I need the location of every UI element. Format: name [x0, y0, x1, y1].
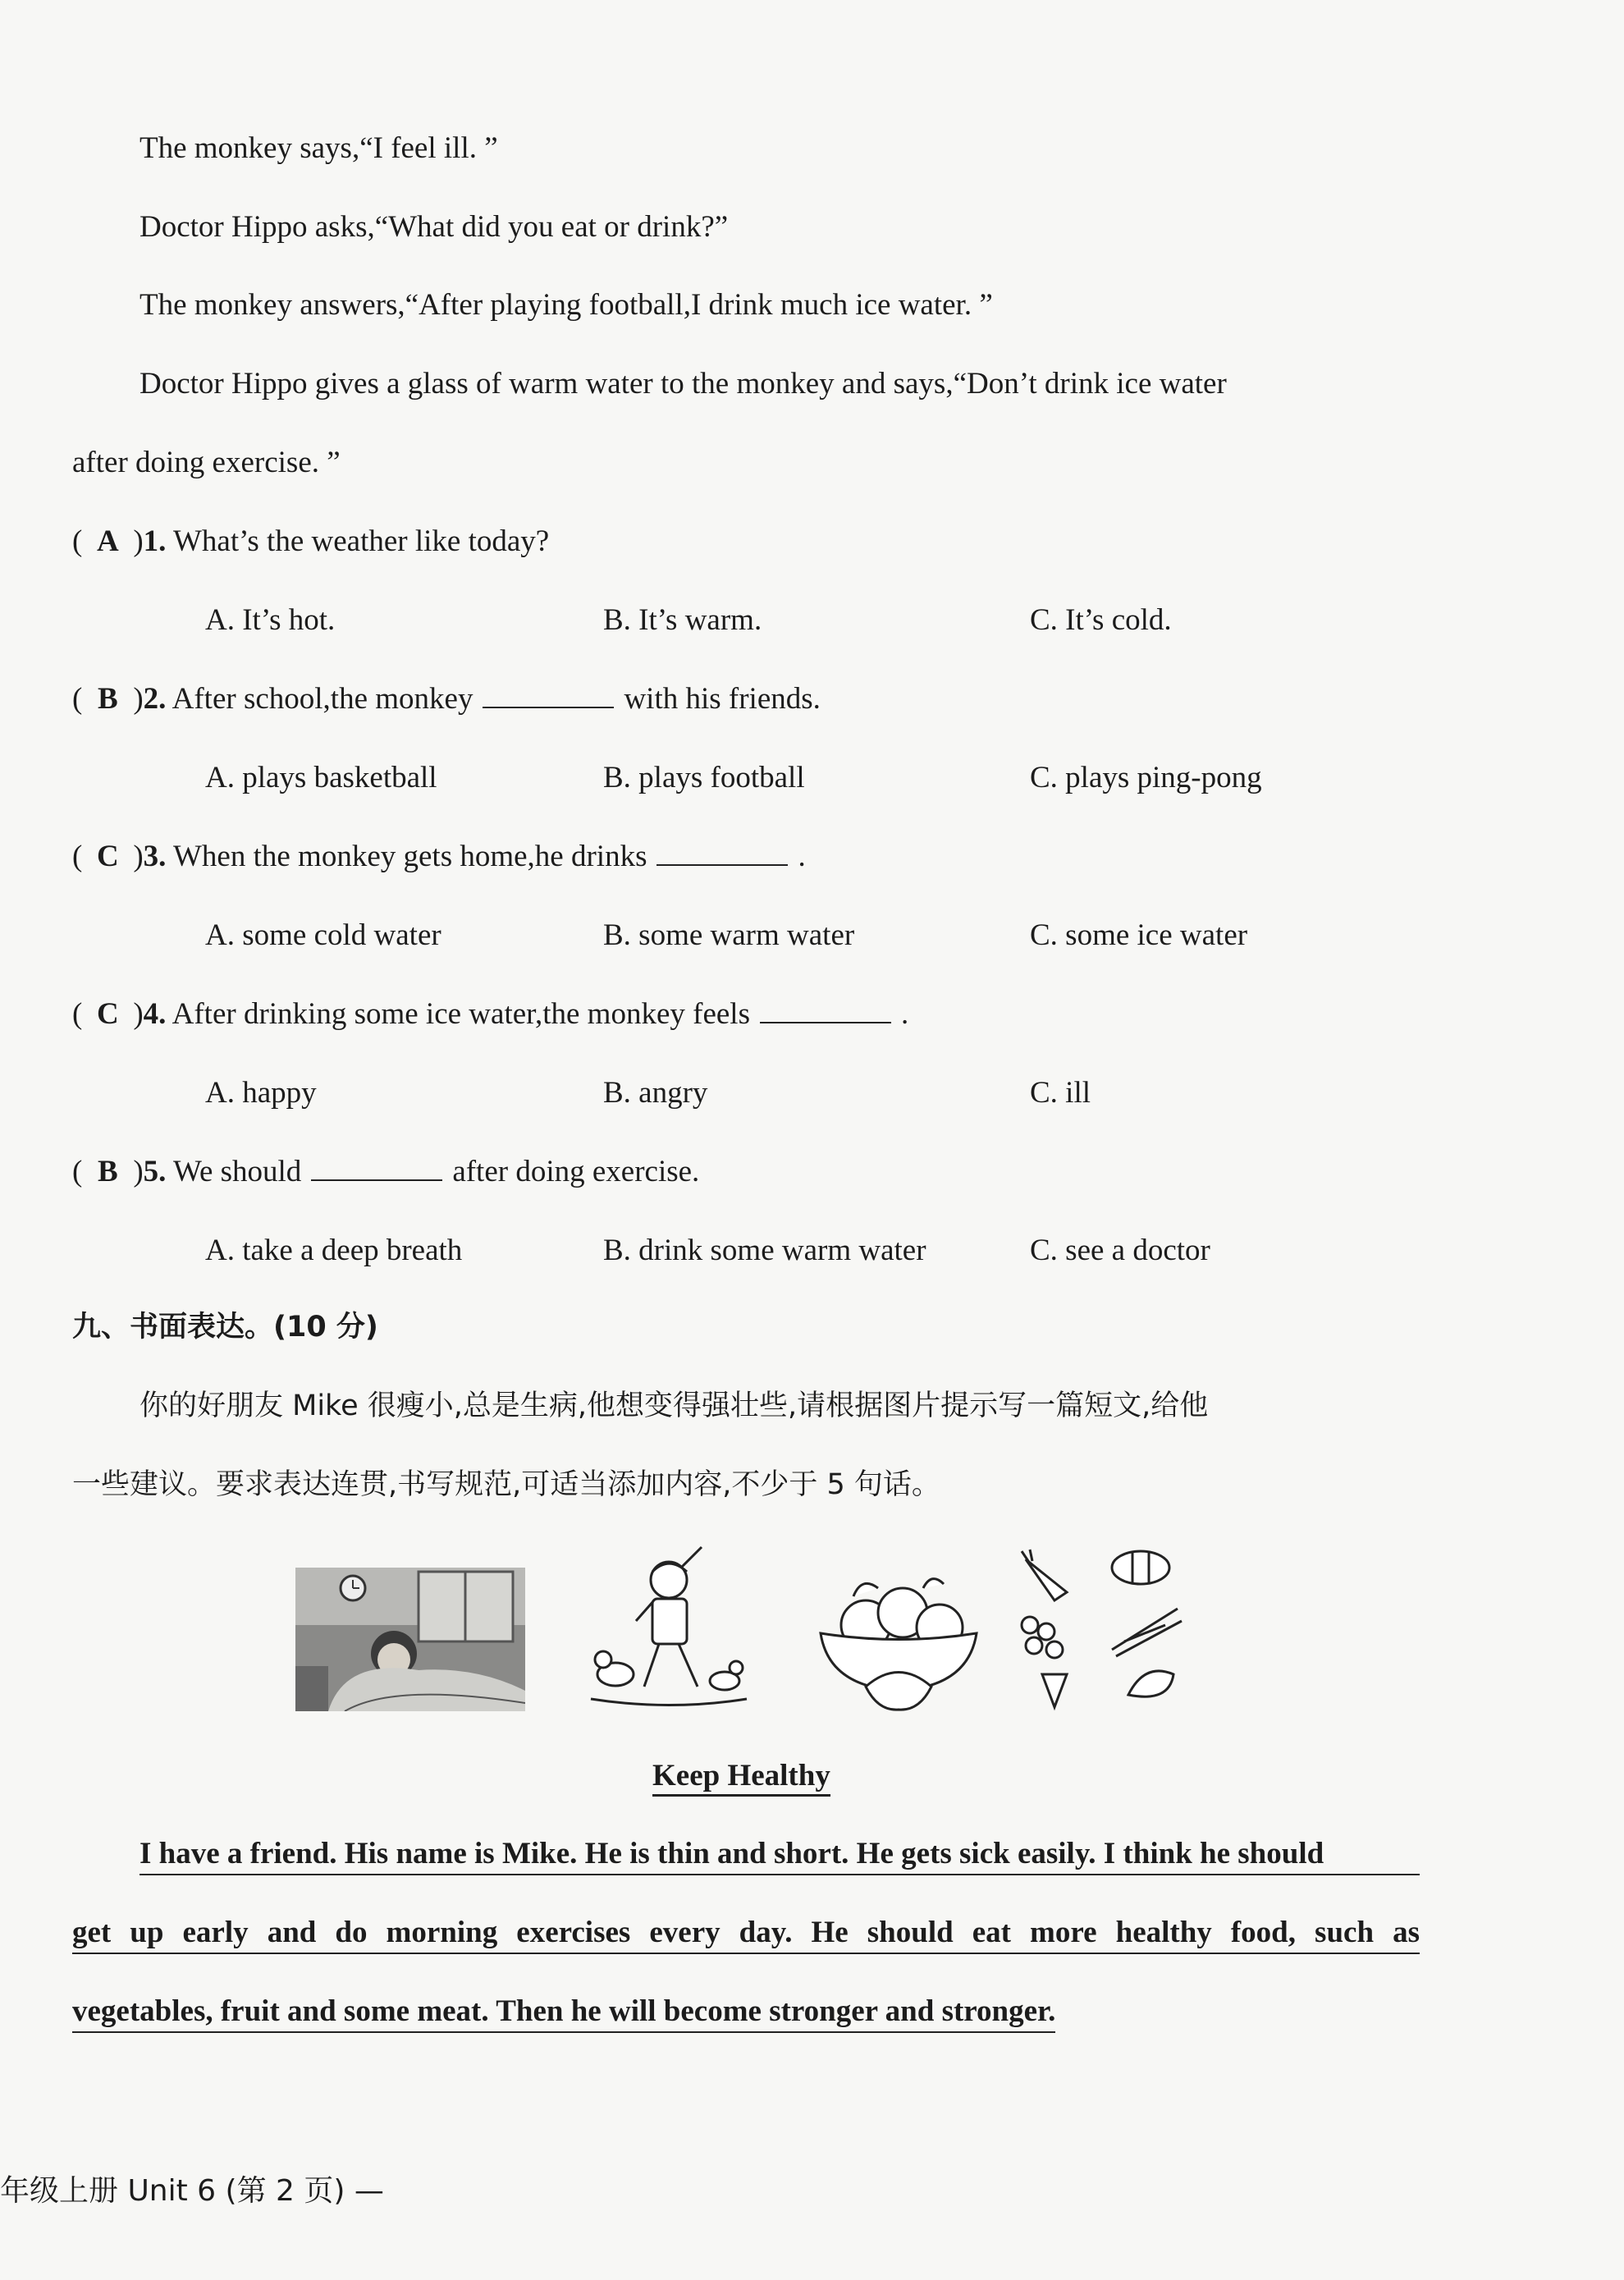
option-3b: B. some warm water — [603, 918, 855, 952]
option-4c: C. ill — [1030, 1076, 1091, 1110]
question-stem-end: with his friends. — [624, 682, 821, 716]
question-1: ( A )1. What’s the weather like today? — [72, 524, 550, 558]
option-2c: C. plays ping-pong — [1030, 761, 1262, 794]
story-line-2: Doctor Hippo asks,“What did you eat or drink?” — [140, 210, 729, 244]
fruit-bowl-picture — [812, 1563, 985, 1711]
option-1c: C. It’s cold. — [1030, 603, 1172, 637]
question-number: 2. — [143, 682, 167, 716]
question-stem: What’s the weather like today? — [173, 524, 550, 558]
question-2: ( B )2. After school,the monkey with his friends. — [72, 682, 821, 716]
option-1b: B. It’s warm. — [603, 603, 762, 637]
sleeping-in-bed-picture — [295, 1568, 525, 1711]
instruction-line-1: 你的好朋友 Mike 很瘦小,总是生病,他想变得强壮些,请根据图片提示写一篇短文,给他 — [140, 1390, 1209, 1422]
question-number: 5. — [143, 1155, 167, 1188]
story-line-5: after doing exercise. ” — [72, 446, 341, 479]
question-stem: We should — [173, 1155, 302, 1188]
story-line-3: The monkey answers,“After playing football,I drink much ice water. ” — [140, 288, 993, 322]
question-stem: After drinking some ice water,the monkey feels — [172, 997, 750, 1031]
vegetables-picture — [1009, 1543, 1190, 1711]
question-stem-end: . — [798, 840, 806, 873]
section-heading: 九、书面表达。(10 分) — [72, 1311, 378, 1344]
answer-3: C — [96, 840, 119, 873]
option-3a: A. some cold water — [205, 918, 441, 952]
question-number: 3. — [143, 840, 167, 873]
question-stem: When the monkey gets home,he drinks — [173, 840, 647, 873]
answer-4: C — [96, 997, 119, 1031]
option-3c: C. some ice water — [1030, 918, 1248, 952]
question-stem: After school,the monkey — [172, 682, 473, 716]
option-2a: A. plays basketball — [205, 761, 437, 794]
question-4: ( C )4. After drinking some ice water,the monkey feels . — [72, 997, 909, 1031]
question-number: 4. — [143, 997, 167, 1031]
option-5c: C. see a doctor — [1030, 1234, 1210, 1267]
instruction-line-2: 一些建议。要求表达连贯,书写规范,可适当添加内容,不少于 5 句话。 — [72, 1468, 940, 1501]
answer-5: B — [97, 1155, 118, 1188]
question-number: 1. — [143, 524, 167, 558]
essay-line-2: get up early and do morning exercises every day. He should eat more healthy food, such as — [72, 1917, 1420, 1954]
answer-1: A — [96, 524, 119, 558]
answer-blank — [311, 1156, 442, 1181]
essay-line-1: I have a friend. His name is Mike. He is thin and short. He gets sick easily. I think he should — [140, 1838, 1420, 1875]
morning-exercise-picture — [587, 1543, 751, 1711]
option-2b: B. plays football — [603, 761, 805, 794]
option-5b: B. drink some warm water — [603, 1234, 926, 1267]
option-5a: A. take a deep breath — [205, 1234, 463, 1267]
answer-2: B — [97, 682, 118, 716]
option-4b: B. angry — [603, 1076, 708, 1110]
question-5: ( B )5. We should after doing exercise. — [72, 1155, 700, 1188]
answer-blank — [483, 684, 614, 708]
option-1a: A. It’s hot. — [205, 603, 336, 637]
question-stem-end: . — [900, 997, 909, 1031]
option-4a: A. happy — [205, 1076, 317, 1110]
answer-blank — [760, 999, 891, 1023]
question-3: ( C )3. When the monkey gets home,he drinks . — [72, 840, 806, 873]
essay-line-3: vegetables, fruit and some meat. Then he will become stronger and stronger. — [72, 1996, 1055, 2033]
page-footer: 年级上册 Unit 6 (第 2 页) — — [0, 2174, 384, 2208]
question-stem-end: after doing exercise. — [452, 1155, 700, 1188]
answer-blank — [656, 841, 788, 866]
story-line-1: The monkey says,“I feel ill. ” — [140, 131, 498, 165]
story-line-4: Doctor Hippo gives a glass of warm water to the monkey and says,“Don’t drink ice water — [140, 367, 1227, 401]
essay-title: Keep Healthy — [652, 1760, 830, 1797]
